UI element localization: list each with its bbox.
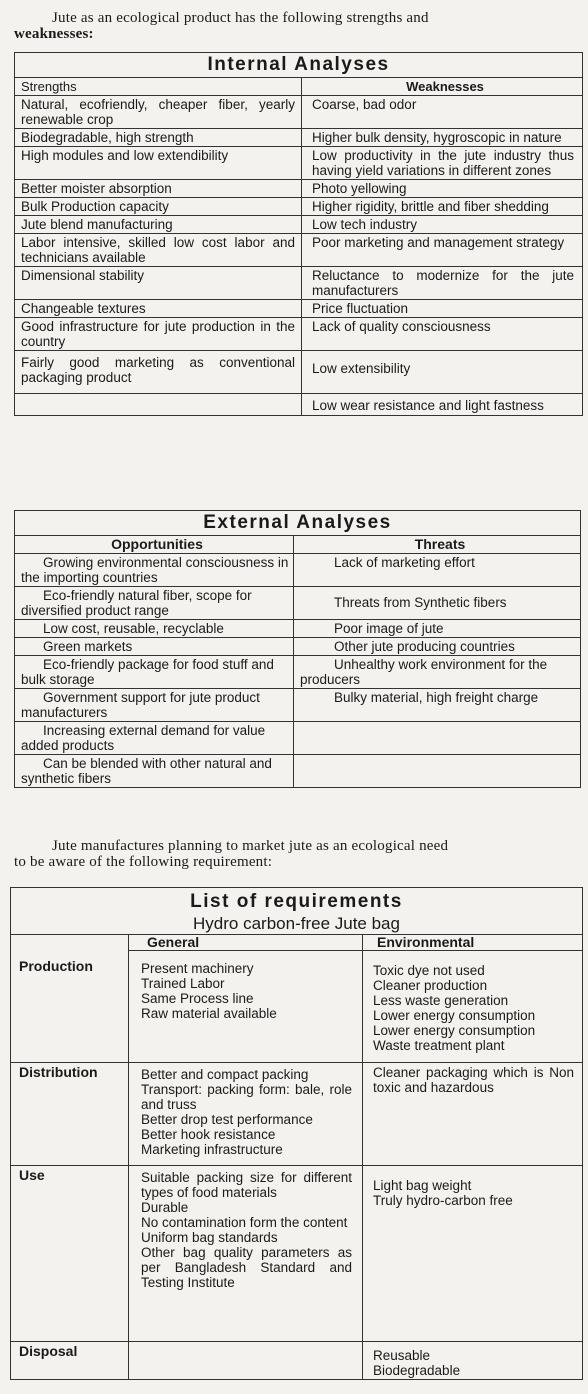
internal-analyses-table [14, 52, 583, 416]
weakness-cell: Photo yellowing [302, 180, 583, 198]
production-general: Present machinery Trained Labor Same Process line Raw material available [129, 951, 363, 1063]
weakness-cell: Coarse, bad odor [302, 96, 583, 129]
opportunities-header: Opportunities [15, 536, 294, 554]
weakness-cell: Higher rigidity, brittle and fiber shedding [302, 198, 583, 216]
weakness-cell: Low productivity in the jute industry thus having yield variations in different zones [302, 147, 583, 180]
threat-cell [294, 722, 581, 755]
weakness-cell: Low tech industry [302, 216, 583, 234]
table-row [11, 951, 583, 1063]
weakness-cell: Reluctance to modernize for the jute manufacturers [302, 267, 583, 300]
use-label: Use [11, 1166, 129, 1342]
table-row [15, 351, 583, 394]
table-row [15, 755, 581, 788]
external-analyses-table [14, 510, 581, 788]
disposal-environmental: Reusable Biodegradable [363, 1342, 583, 1380]
table-row [15, 198, 583, 216]
opportunity-cell: Green markets [15, 638, 294, 656]
table-row [15, 96, 583, 129]
strength-cell: Biodegradable, high strength [15, 129, 302, 147]
weakness-cell: Lack of quality consciousness [302, 318, 583, 351]
opportunity-cell: Government support for jute product manufacturers [15, 689, 294, 722]
strength-cell: Natural, ecofriendly, cheaper fiber, yearly renewable crop [15, 96, 302, 129]
table-row [15, 147, 583, 180]
environmental-header: Environmental [363, 935, 583, 951]
distribution-environmental: Cleaner packaging which is Non toxic and hazardous [363, 1063, 583, 1166]
external-title: External Analyses [15, 511, 581, 536]
internal-title: Internal Analyses [15, 53, 583, 78]
requirements-heading [11, 888, 583, 935]
weaknesses-header: Weaknesses [302, 78, 583, 96]
use-general: Suitable packing size for different types of food materials Durable No contamination form the content Uniform bag standards Other bag quality parameters as per Bangladesh Standard and Testing Institute [129, 1166, 363, 1342]
table-row [11, 1342, 583, 1380]
table-row [15, 587, 581, 620]
strength-cell: Jute blend manufacturing [15, 216, 302, 234]
table-row [15, 554, 581, 587]
table-row [15, 689, 581, 722]
disposal-label: Disposal [11, 1342, 129, 1380]
production-environmental: Toxic dye not used Cleaner production Less waste generation Lower energy consumption Lower energy consumption Waste treatment plant [363, 951, 583, 1063]
threat-cell: Lack of marketing effort [294, 554, 581, 587]
requirements-table [10, 887, 583, 1380]
opportunity-cell: Low cost, reusable, recyclable [15, 620, 294, 638]
strength-cell: Labor intensive, skilled low cost labor and technicians available [15, 234, 302, 267]
opportunity-cell: Can be blended with other natural and synthetic fibers [15, 755, 294, 788]
table-row [15, 394, 583, 416]
distribution-general: Better and compact packing Transport: packing form: bale, role and truss Better drop test performance Better hook resistance Marketing infrastructure [129, 1063, 363, 1166]
disposal-general [129, 1342, 363, 1380]
threat-cell: Threats from Synthetic fibers [294, 587, 581, 620]
table-row [15, 722, 581, 755]
table-row [11, 1063, 583, 1166]
production-label: Production [11, 951, 129, 1063]
weakness-cell: Poor marketing and management strategy [302, 234, 583, 267]
threat-cell: Other jute producing countries [294, 638, 581, 656]
threat-cell: Bulky material, high freight charge [294, 689, 581, 722]
table-row [15, 234, 583, 267]
strengths-header: Strengths [15, 78, 302, 96]
table-row [15, 318, 583, 351]
strength-cell: High modules and low extendibility [15, 147, 302, 180]
table-row [15, 300, 583, 318]
strength-cell: Better moister absorption [15, 180, 302, 198]
table-row [15, 267, 583, 300]
threat-cell: Unhealthy work environment for the producers [294, 656, 581, 689]
use-environmental: Light bag weight Truly hydro-carbon free [363, 1166, 583, 1342]
threat-cell [294, 755, 581, 788]
requirement-line-2: to be aware of the following requirement: [14, 854, 273, 870]
threats-header: Threats [294, 536, 581, 554]
strength-cell: Good infrastructure for jute production in the country [15, 318, 302, 351]
opportunity-cell: Eco-friendly natural fiber, scope for diversified product range [15, 587, 294, 620]
requirement-line-1: Jute manufactures planning to market jute as an ecological need [52, 838, 449, 854]
opportunity-cell: Growing environmental consciousness in the importing countries [15, 554, 294, 587]
strength-cell [15, 394, 302, 416]
weakness-cell: Higher bulk density, hygroscopic in nature [302, 129, 583, 147]
general-header: General [129, 935, 363, 951]
strength-cell: Dimensional stability [15, 267, 302, 300]
strength-cell: Fairly good marketing as conventional packaging product [15, 351, 302, 394]
intro-paragraph [14, 10, 580, 42]
strength-cell: Bulk Production capacity [15, 198, 302, 216]
table-row [15, 638, 581, 656]
weakness-cell: Price fluctuation [302, 300, 583, 318]
table-row [15, 656, 581, 689]
requirements-title: List of requirements [190, 891, 403, 912]
table-row [15, 620, 581, 638]
weakness-cell: Low extensibility [302, 351, 583, 394]
requirement-paragraph [14, 838, 580, 870]
label-header-blank [11, 935, 129, 951]
requirements-subtitle: Hydro carbon-free Jute bag [193, 914, 400, 933]
opportunity-cell: Increasing external demand for value added products [15, 722, 294, 755]
intro-line-2: weaknesses: [14, 26, 94, 42]
opportunity-cell: Eco-friendly package for food stuff and bulk storage [15, 656, 294, 689]
weakness-cell: Low wear resistance and light fastness [302, 394, 583, 416]
table-row [15, 216, 583, 234]
table-row [15, 129, 583, 147]
intro-line-1: Jute as an ecological product has the following strengths and [52, 10, 429, 26]
table-row [15, 180, 583, 198]
table-row [11, 1166, 583, 1342]
distribution-label: Distribution [11, 1063, 129, 1166]
strength-cell: Changeable textures [15, 300, 302, 318]
threat-cell: Poor image of jute [294, 620, 581, 638]
